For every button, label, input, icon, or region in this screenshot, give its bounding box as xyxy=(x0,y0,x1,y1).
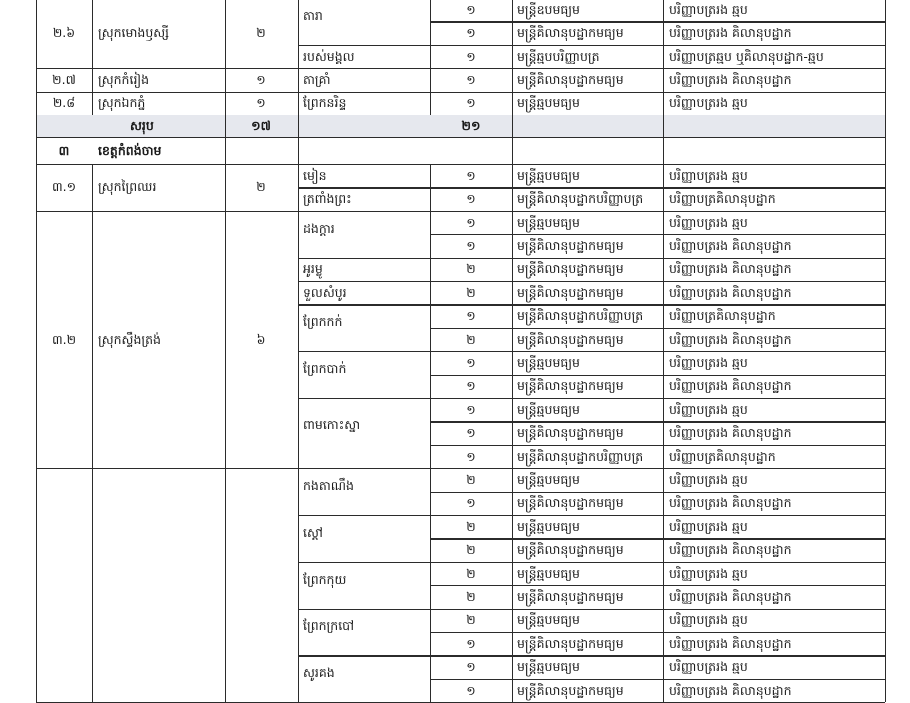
post-quantity: ១ xyxy=(466,378,476,394)
cell-divider xyxy=(225,137,226,164)
post-qualification: បរិញ្ញាបត្ររង គិលានុបដ្ឋាក xyxy=(669,331,792,347)
post-quantity: ១ xyxy=(466,495,476,511)
commune-name: ព្រែកកុយ xyxy=(303,571,347,587)
district-number: ២.៧ xyxy=(52,71,76,87)
commune-name: អូរម្លូ xyxy=(303,261,323,277)
commune-divider xyxy=(298,187,430,188)
commune-divider xyxy=(298,609,430,610)
sub-row-divider xyxy=(430,562,885,563)
post-quantity: ១ xyxy=(466,401,476,417)
column-divider xyxy=(36,468,37,702)
commune-name: ត្រពាំងព្រះ xyxy=(303,190,352,206)
post-quantity: ១ xyxy=(466,71,476,87)
commune-name: មៀន xyxy=(303,167,327,183)
post-title: មន្ត្រីគិលានុបដ្ឋាកមធ្យម xyxy=(517,71,624,87)
column-divider xyxy=(92,68,93,91)
sub-row-divider xyxy=(430,328,885,329)
column-divider xyxy=(36,211,37,468)
sub-row-divider xyxy=(430,375,885,376)
post-title: មន្ត្រីគិលានុបដ្ឋាកមធ្យម xyxy=(517,261,624,277)
sub-row-divider xyxy=(430,492,885,493)
post-quantity: ២ xyxy=(466,565,476,581)
sub-row-divider xyxy=(430,304,885,305)
post-qualification: បរិញ្ញាបត្ររង ឆ្មប xyxy=(669,214,748,230)
sub-row-divider xyxy=(430,281,885,282)
column-divider xyxy=(430,164,431,211)
post-quantity: ១ xyxy=(466,424,476,440)
column-divider xyxy=(430,68,431,91)
post-quantity: ១ xyxy=(466,307,476,323)
sub-row-divider xyxy=(430,234,885,235)
post-title: មន្ត្រីឆ្មបមធ្យម xyxy=(517,658,580,674)
column-divider xyxy=(663,468,664,702)
cell-divider xyxy=(36,115,37,137)
post-qualification: បរិញ្ញាបត្ររង គិលានុបដ្ឋាក xyxy=(669,261,792,277)
commune-name: របស់មង្គល xyxy=(303,48,355,64)
cell-divider xyxy=(298,137,299,164)
post-quantity: ២ xyxy=(466,541,476,557)
row-divider xyxy=(36,68,885,69)
district-count: ១ xyxy=(256,71,266,87)
post-qualification: បរិញ្ញាបត្ររង គិលានុបដ្ឋាក xyxy=(669,424,792,440)
column-divider xyxy=(298,0,299,68)
summary-count: ១៧ xyxy=(251,117,271,133)
column-divider xyxy=(92,92,93,115)
column-divider xyxy=(225,468,226,702)
section-province: ខេត្តកំពង់ចាម xyxy=(98,142,162,158)
post-qualification: បរិញ្ញាបត្រគិលានុបដ្ឋាក xyxy=(669,307,776,323)
post-title: មន្ត្រីឆ្មបមធ្យម xyxy=(517,401,580,417)
post-title: មន្ត្រីគិលានុបដ្ឋាកមធ្យម xyxy=(517,495,624,511)
post-quantity: ២ xyxy=(466,518,476,534)
post-qualification: បរិញ្ញាបត្រឆ្មប ឬគិលានុបដ្ឋាក-ឆ្មប xyxy=(669,48,824,64)
district-name: ស្រុកមោងឫស្សី xyxy=(98,24,169,40)
post-title: មន្ត្រីគិលានុបដ្ឋាកមធ្យម xyxy=(517,331,624,347)
column-divider xyxy=(36,0,37,68)
district-number: ២.៦ xyxy=(52,24,76,40)
post-title: មន្ត្រីឧបមធ្យម xyxy=(517,1,580,17)
column-divider xyxy=(512,92,513,115)
district-count: ៦ xyxy=(256,331,266,347)
post-title: មន្ត្រីគិលានុបដ្ឋាកមធ្យម xyxy=(517,24,624,40)
post-qualification: បរិញ្ញាបត្ររង ឆ្មប xyxy=(669,95,748,111)
column-divider xyxy=(663,211,664,468)
post-qualification: បរិញ្ញាបត្ររង ឆ្មប xyxy=(669,354,748,370)
column-divider xyxy=(512,0,513,68)
post-title: មន្ត្រីឆ្មបមធ្យម xyxy=(517,565,580,581)
sub-row-divider xyxy=(430,609,885,610)
sub-row-divider xyxy=(430,21,885,22)
column-divider xyxy=(225,211,226,468)
post-title: មន្ត្រីឆ្មបមធ្យម xyxy=(517,471,580,487)
cell-divider xyxy=(512,137,513,164)
column-divider xyxy=(225,164,226,211)
cell-divider xyxy=(36,137,37,164)
district-count: ១ xyxy=(256,95,266,111)
post-qualification: បរិញ្ញាបត្ររង ឆ្មប xyxy=(669,658,748,674)
sub-row-divider xyxy=(430,445,885,446)
post-qualification: បរិញ្ញាបត្ររង គិលានុបដ្ឋាក xyxy=(669,284,792,300)
post-quantity: ១ xyxy=(466,682,476,698)
post-title: មន្ត្រីឆ្មបមធ្យម xyxy=(517,612,580,628)
commune-divider xyxy=(298,562,430,563)
column-divider xyxy=(92,164,93,211)
post-title: មន្ត្រីឆ្មបមធ្យម xyxy=(517,518,580,534)
cell-divider xyxy=(298,115,299,137)
column-divider xyxy=(92,211,93,468)
commune-divider xyxy=(298,398,430,399)
sub-row-divider xyxy=(430,187,885,188)
column-divider xyxy=(512,211,513,468)
district-name: ស្រុកព្រៃឈរ xyxy=(98,179,157,195)
post-title: មន្ត្រីគិលានុបដ្ឋាកមធ្យម xyxy=(517,284,624,300)
post-quantity: ១ xyxy=(466,635,476,651)
commune-divider xyxy=(298,258,430,259)
cell-divider xyxy=(663,137,664,164)
sub-row-divider xyxy=(430,515,885,516)
post-qualification: បរិញ្ញាបត្ររង ឆ្មប xyxy=(669,612,748,628)
post-title: មន្ត្រីគិលានុបដ្ឋាកមធ្យម xyxy=(517,237,624,253)
commune-name: សូរគង xyxy=(303,664,335,680)
column-divider xyxy=(663,92,664,115)
commune-name: ព្រែកកក់ xyxy=(303,313,343,329)
commune-name: តារា xyxy=(303,7,323,23)
column-divider xyxy=(430,92,431,115)
commune-divider xyxy=(298,655,430,656)
sub-row-divider xyxy=(430,398,885,399)
commune-name: តាគ្រាំ xyxy=(303,71,331,87)
column-divider xyxy=(298,164,299,211)
column-divider xyxy=(512,68,513,91)
row-divider xyxy=(36,92,885,93)
post-qualification: បរិញ្ញាបត្ររង ឆ្មប xyxy=(669,167,748,183)
sub-row-divider xyxy=(430,585,885,586)
post-quantity: ១ xyxy=(466,354,476,370)
commune-divider xyxy=(298,304,430,305)
post-quantity: ១ xyxy=(466,658,476,674)
commune-divider xyxy=(298,45,430,46)
column-divider xyxy=(92,468,93,702)
post-qualification: បរិញ្ញាបត្ររង គិលានុបដ្ឋាក xyxy=(669,588,792,604)
cell-divider xyxy=(225,115,226,137)
post-qualification: បរិញ្ញាបត្ររង ឆ្មប xyxy=(669,565,748,581)
commune-name: ដងក្ដារ xyxy=(303,220,335,236)
section-number: ៣ xyxy=(58,142,70,158)
post-quantity: ១ xyxy=(466,167,476,183)
commune-divider xyxy=(298,351,430,352)
column-divider xyxy=(885,92,886,115)
column-divider xyxy=(512,468,513,702)
post-quantity: ១ xyxy=(466,214,476,230)
row-divider xyxy=(36,164,885,165)
post-title: មន្ត្រីគិលានុបដ្ឋាកមធ្យម xyxy=(517,635,624,651)
post-quantity: ១ xyxy=(466,24,476,40)
cell-divider xyxy=(885,115,886,137)
column-divider xyxy=(298,92,299,115)
post-title: មន្ត្រីឆ្មបបរិញ្ញាបត្រ xyxy=(517,48,600,64)
district-name: ស្រុកឯកភ្នំ xyxy=(98,95,146,111)
column-divider xyxy=(298,211,299,468)
commune-name: ព្រែកនរិន្ទ xyxy=(303,95,347,111)
post-qualification: បរិញ្ញាបត្ររង គិលានុបដ្ឋាក xyxy=(669,495,792,511)
cell-divider xyxy=(512,115,513,137)
district-number: ២.៨ xyxy=(52,95,76,111)
commune-name: ព្រែកក្របៅ xyxy=(303,618,355,634)
post-quantity: ២ xyxy=(466,588,476,604)
column-divider xyxy=(663,164,664,211)
column-divider xyxy=(663,68,664,91)
commune-name: កងតាណឹង xyxy=(303,477,354,493)
post-quantity: ២ xyxy=(466,471,476,487)
column-divider xyxy=(430,468,431,702)
sub-row-divider xyxy=(430,632,885,633)
district-count: ២ xyxy=(256,24,266,40)
column-divider xyxy=(885,68,886,91)
column-divider xyxy=(430,211,431,468)
post-qualification: បរិញ្ញាបត្ររង គិលានុបដ្ឋាក xyxy=(669,24,792,40)
post-qualification: បរិញ្ញាបត្ររង ឆ្មប xyxy=(669,401,748,417)
column-divider xyxy=(225,0,226,68)
post-title: មន្ត្រីគិលានុបដ្ឋាកមធ្យម xyxy=(517,541,624,557)
column-divider xyxy=(663,0,664,68)
post-title: មន្ត្រីគិលានុបដ្ឋាកបរិញ្ញាបត្រ xyxy=(517,307,644,323)
district-name: ស្រុកកំរៀង xyxy=(98,71,150,87)
column-divider xyxy=(885,211,886,468)
district-count: ២ xyxy=(256,179,266,195)
column-divider xyxy=(885,468,886,702)
sub-row-divider xyxy=(430,679,885,680)
summary-row-background xyxy=(36,115,885,137)
column-divider xyxy=(885,164,886,211)
post-quantity: ១ xyxy=(466,190,476,206)
sub-row-divider xyxy=(430,351,885,352)
post-title: មន្ត្រីឆ្មបមធ្យម xyxy=(517,95,580,111)
commune-name: ទួលសំបូរ xyxy=(303,284,347,300)
sub-row-divider xyxy=(430,45,885,46)
commune-name: ពាមកោះស្នា xyxy=(303,416,361,432)
row-divider xyxy=(36,211,885,212)
post-quantity: ២ xyxy=(466,331,476,347)
post-quantity: ២ xyxy=(466,284,476,300)
post-quantity: ១ xyxy=(466,95,476,111)
post-qualification: បរិញ្ញាបត្ររង គិលានុបដ្ឋាក xyxy=(669,71,792,87)
post-title: មន្ត្រីគិលានុបដ្ឋាកមធ្យម xyxy=(517,424,624,440)
cell-divider xyxy=(885,137,886,164)
post-title: មន្ត្រីគិលានុបដ្ឋាកមធ្យម xyxy=(517,588,624,604)
commune-name: ស្ដៅ xyxy=(303,524,323,540)
post-title: មន្ត្រីឆ្មបមធ្យម xyxy=(517,354,580,370)
column-divider xyxy=(225,92,226,115)
post-qualification: បរិញ្ញាបត្រគិលានុបដ្ឋាក xyxy=(669,448,776,464)
summary-label: សរុប xyxy=(130,117,154,133)
row-divider xyxy=(36,137,885,138)
summary-total: ២១ xyxy=(461,117,481,133)
post-title: មន្ត្រីគិលានុបដ្ឋាកមធ្យម xyxy=(517,682,624,698)
post-title: មន្ត្រីគិលានុបដ្ឋាកមធ្យម xyxy=(517,378,624,394)
post-qualification: បរិញ្ញាបត្ររង ឆ្មប xyxy=(669,518,748,534)
post-quantity: ១ xyxy=(466,1,476,17)
column-divider xyxy=(298,468,299,702)
sub-row-divider xyxy=(430,538,885,539)
commune-name: ព្រែកបាក់ xyxy=(303,360,347,376)
column-divider xyxy=(298,68,299,91)
post-qualification: បរិញ្ញាបត្ររង ឆ្មប xyxy=(669,471,748,487)
post-quantity: ១ xyxy=(466,237,476,253)
post-quantity: ២ xyxy=(466,612,476,628)
column-divider xyxy=(36,68,37,91)
sub-row-divider xyxy=(430,421,885,422)
column-divider xyxy=(36,92,37,115)
post-title: មន្ត្រីគិលានុបដ្ឋាកបរិញ្ញាបត្រ xyxy=(517,190,644,206)
post-title: មន្ត្រីឆ្មបមធ្យម xyxy=(517,214,580,230)
post-qualification: បរិញ្ញាបត្ររង គិលានុបដ្ឋាក xyxy=(669,541,792,557)
post-quantity: ១ xyxy=(466,448,476,464)
post-title: មន្ត្រីគិលានុបដ្ឋាកបរិញ្ញាបត្រ xyxy=(517,448,644,464)
column-divider xyxy=(225,68,226,91)
row-divider xyxy=(36,468,885,469)
district-number: ៣.១ xyxy=(51,179,77,195)
sub-row-divider xyxy=(430,655,885,656)
post-qualification: បរិញ្ញាបត្ររង ឆ្មប xyxy=(669,1,748,17)
commune-divider xyxy=(298,515,430,516)
post-title: មន្ត្រីឆ្មបមធ្យម xyxy=(517,167,580,183)
cell-divider xyxy=(663,115,664,137)
commune-divider xyxy=(298,281,430,282)
post-quantity: ២ xyxy=(466,261,476,277)
post-qualification: បរិញ្ញាបត្រគិលានុបដ្ឋាក xyxy=(669,190,776,206)
district-number: ៣.២ xyxy=(51,331,77,347)
post-qualification: បរិញ្ញាបត្ររង គិលានុបដ្ឋាក xyxy=(669,378,792,394)
column-divider xyxy=(512,164,513,211)
district-name: ស្រុកស្ទឹងត្រង់ xyxy=(98,331,161,347)
column-divider xyxy=(92,0,93,68)
column-divider xyxy=(36,164,37,211)
post-qualification: បរិញ្ញាបត្ររង គិលានុបដ្ឋាក xyxy=(669,635,792,651)
column-divider xyxy=(885,0,886,68)
post-quantity: ១ xyxy=(466,48,476,64)
column-divider xyxy=(430,0,431,68)
sub-row-divider xyxy=(430,258,885,259)
post-qualification: បរិញ្ញាបត្ររង គិលានុបដ្ឋាក xyxy=(669,682,792,698)
post-qualification: បរិញ្ញាបត្ររង គិលានុបដ្ឋាក xyxy=(669,237,792,253)
